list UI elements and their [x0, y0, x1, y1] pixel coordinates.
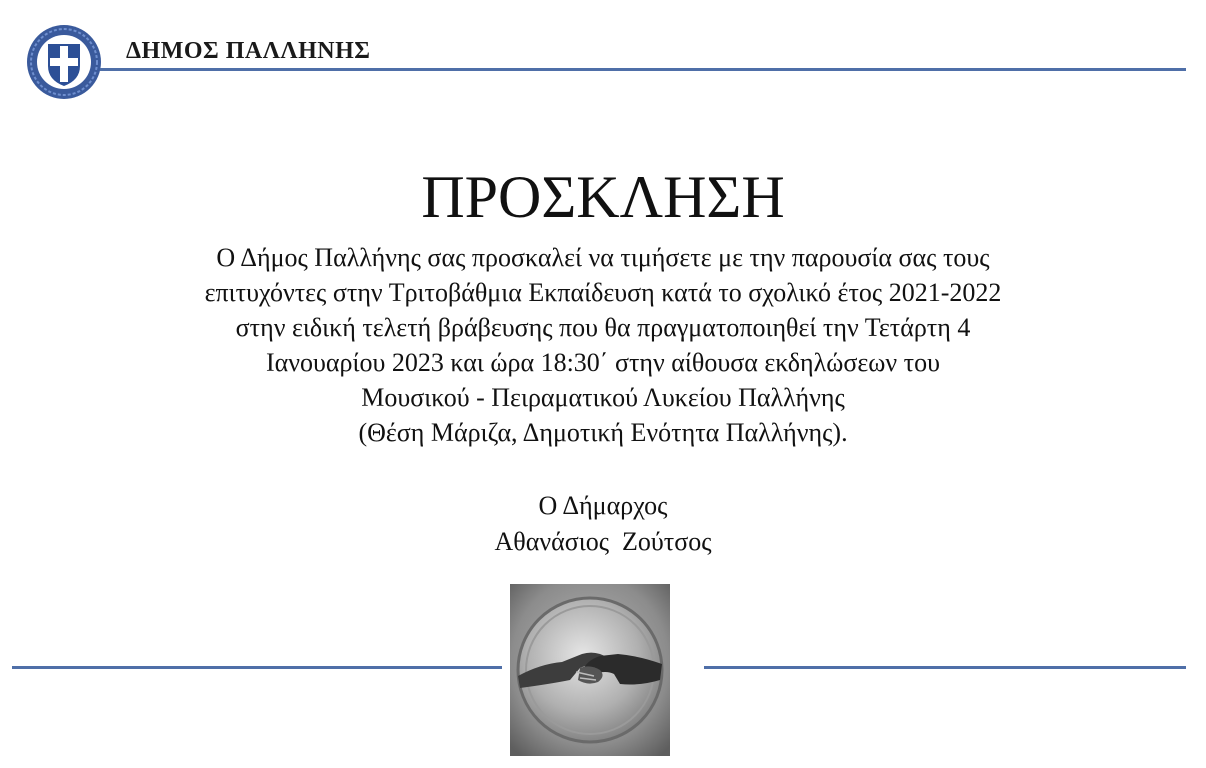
greek-coat-of-arms-icon: [24, 22, 104, 102]
invitation-line: Μουσικού - Πειραματικού Λυκείου Παλλήνης: [361, 383, 845, 412]
invitation-line: (Θέση Μάριζα, Δημοτική Ενότητα Παλλήνης).: [358, 418, 848, 447]
invitation-line: Ιανουαρίου 2023 και ώρα 18:30΄ στην αίθουσα εκδηλώσεων του: [266, 348, 940, 377]
signatory-role: Ο Δήμαρχος: [538, 491, 668, 520]
footer-divider-right: [704, 666, 1186, 669]
footer-divider-left: [12, 666, 502, 669]
invitation-line: στην ειδική τελετή βράβευσης που θα πραγματοποιηθεί την Τετάρτη 4: [235, 313, 971, 342]
handshake-medal: [510, 584, 670, 756]
signatory-name: Αθανάσιος Ζούτσος: [494, 527, 712, 556]
invitation-line: Ο Δήμος Παλλήνης σας προσκαλεί να τιμήσετε με την παρουσία σας τους: [216, 243, 990, 272]
header-divider: [100, 68, 1186, 71]
municipality-emblem: [24, 22, 104, 102]
invitation-body: [60, 240, 1146, 450]
signature-block: [0, 488, 1206, 560]
invitation-title: ΠΡΟΣΚΛΗΣΗ: [421, 164, 785, 230]
municipality-name: ΔΗΜΟΣ ΠΑΛΛΗΝΗΣ: [126, 38, 371, 64]
invitation-line: επιτυχόντες στην Τριτοβάθμια Εκπαίδευση κατά το σχολικό έτος 2021-2022: [204, 278, 1002, 307]
handshake-medal-icon: [510, 584, 670, 756]
